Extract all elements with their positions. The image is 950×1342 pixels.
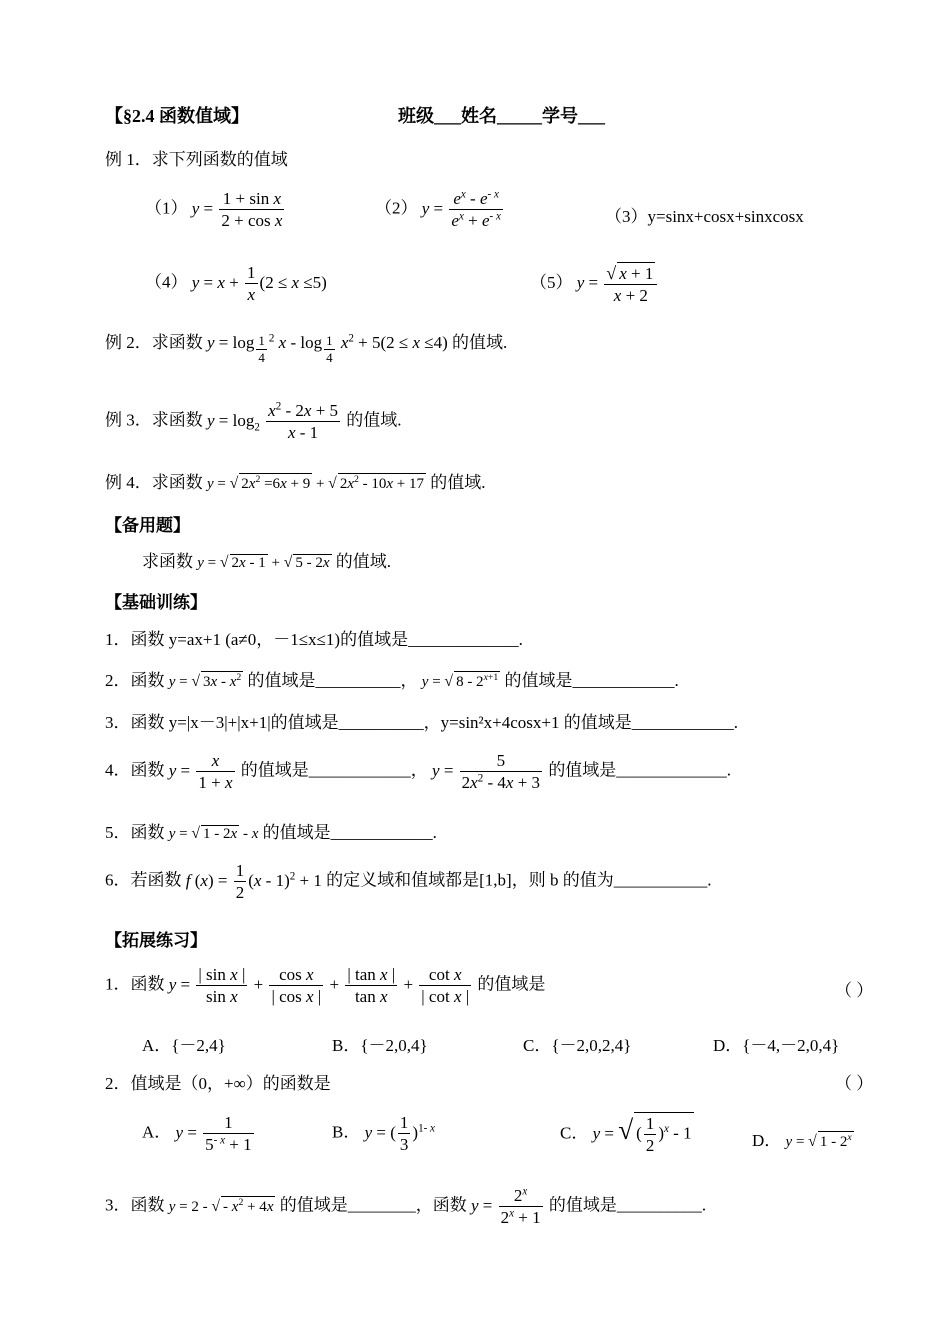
- page-title: 【§2.4 函数值域】: [105, 106, 249, 126]
- example-3-prefix: 例 3．求函数: [105, 410, 203, 430]
- ext-q2-option-a-label: A．: [142, 1122, 172, 1142]
- ext-q1-option-d: D．{－4,－2,0,4}: [713, 1036, 840, 1055]
- ex1-item-1: [145, 188, 286, 232]
- ext-q3: [105, 1185, 706, 1229]
- ext-q1-prefix: 1．函数: [105, 974, 165, 994]
- ext-q2: 2．值域是（0，+∞）的函数是: [105, 1074, 331, 1093]
- example-1-title: 例 1．求下列函数的值域: [105, 150, 288, 169]
- reserve-formula: y = √ 2x - 1 + √ 5 - 2x: [197, 554, 330, 571]
- basic-q2-formula-a: y = √ $3x - x^2$: [168, 672, 242, 690]
- reserve-suffix: 的值域.: [335, 552, 392, 571]
- ex1-item-2: [375, 188, 505, 232]
- ext-q2-option-d-formula: y = √ 1 - 2$^x$: [785, 1132, 852, 1150]
- ex1-formula-5: y = $\frac{√ x + 1}{x + 2}$: [577, 273, 660, 292]
- basic-q1: 1．函数 y=ax+1 (a≠0，－1≤x≤1)的值域是_____________.: [105, 630, 523, 649]
- ext-q2-option-c-label: C．: [560, 1123, 589, 1143]
- ex1-formula-4: y = x + $\frac{1}{x}$ (2 ≤ x ≤5): [191, 263, 327, 305]
- basic-q4-formula-b: y = $\frac{5}{2x^2 - 4x + 3}$: [432, 751, 541, 793]
- basic-q3: 3．函数 y=|x－3|+|x+1|的值域是__________，y=sin²x+4cosx+1 的值域是____________.: [105, 713, 738, 732]
- ext-q2-option-c: [560, 1112, 694, 1157]
- student-info-label: 班级___姓名_____学号___: [398, 106, 605, 126]
- basic-q6-prefix: 6．若函数: [105, 870, 182, 890]
- basic-q4-prefix: 4．函数: [105, 760, 165, 780]
- ex1-item-2-label: （2）: [375, 198, 418, 218]
- basic-q2: [105, 666, 679, 691]
- ext-q1-option-b: B．{－2,0,4}: [332, 1036, 428, 1055]
- basic-q6-formula: f (x) = $\frac{1}{2}$ (x - 1)$^2$ + 1: [185, 861, 322, 903]
- ext-q2-option-b-formula: y = ( $\frac{1}{3}$ )$^{1- x}$: [364, 1113, 435, 1155]
- ex1-formula-2: y = $\frac{e^x - e^{- x}}{e^x + e^{- x}}$: [421, 188, 501, 231]
- ext-q1-option-a: A．{－2,4}: [142, 1036, 226, 1055]
- ex3-formula: $y = \log_2$ $\frac{x^2 - 2x + 5}{x - 1}$: [207, 400, 339, 443]
- example-2: [105, 328, 507, 367]
- basic-q4-suffix: 的值域是_____________.: [548, 760, 732, 780]
- ex1-item-4: [145, 262, 327, 306]
- basic-q5-prefix: 5．函数: [105, 823, 165, 842]
- ext-q3-prefix: 3．函数: [105, 1195, 165, 1215]
- ext-q2-option-d-label: D．: [752, 1131, 782, 1150]
- ex2-formula: y = log $_{\frac{1}{4}}$ $^2$ x - log $_{\frac{1}{4}}$ $x^2 + 5(2 \le x \le 4)$: [207, 332, 448, 366]
- example-3: [105, 400, 402, 444]
- ex1-formula-1: y = $\frac{\text{1 + sin x}}{\text{2 + cos x}}$: [191, 189, 283, 231]
- reserve-problem: [142, 547, 391, 572]
- ext-q1: [105, 964, 545, 1008]
- reserve-prefix: 求函数: [142, 552, 193, 571]
- ext-q2-option-b: [332, 1112, 435, 1156]
- ext-q2-answer-paren: （ ）: [835, 1074, 874, 1093]
- example-4-prefix: 例 4．求函数: [105, 473, 203, 492]
- ext-q1-answer-paren: （ ）: [835, 981, 874, 1000]
- ext-q2-option-d: [752, 1126, 854, 1151]
- example-2-suffix: 的值域.: [452, 333, 508, 352]
- ext-q2-option-b-label: B．: [332, 1122, 361, 1142]
- basic-q2-middle: 的值域是__________，: [247, 671, 418, 690]
- basic-q5: [105, 818, 437, 843]
- basic-q4-formula-a: y = $\frac{x}{1 + x}$: [168, 751, 233, 793]
- reserve-heading: 【备用题】: [105, 516, 190, 535]
- ex1-item-5-label: （5）: [530, 273, 573, 293]
- basic-q5-suffix: 的值域是____________.: [262, 823, 437, 842]
- ext-heading: 【拓展练习】: [105, 931, 207, 950]
- ext-q1-option-c: C．{－2,0,2,4}: [523, 1036, 632, 1055]
- ext-q2-option-a: [142, 1112, 256, 1156]
- ext-q1-suffix: 的值域是: [477, 974, 546, 994]
- ex1-item-5: [530, 262, 659, 307]
- ext-q3-suffix: 的值域是__________.: [548, 1195, 707, 1215]
- example-4-suffix: 的值域.: [430, 473, 486, 492]
- basic-q6-suffix: 的定义域和值域都是[1,b]，则 b 的值为___________.: [326, 870, 712, 890]
- ext-q3-middle: 的值域是________，函数: [279, 1195, 467, 1215]
- ext-q3-formula-b: y = $\frac{2^x}{2^x + 1}$: [470, 1185, 541, 1228]
- ext-q2-option-c-formula: y = √ ( $\frac{1}{2}$ )$^x$ - 1: [592, 1114, 692, 1156]
- ext-q1-formula: y = $\frac{\text{| sin x |}}{\text{sin x}}$ + $\frac{\text{cos x}}{\text{| cos x |}}$ + $\frac{\text{| tan x |}}{\text{tan x}}$ + $\frac{\text{cot x}}{\text{| cot x |}}$: [168, 965, 470, 1007]
- example-4: [105, 468, 486, 493]
- basic-q2-prefix: 2．函数: [105, 671, 165, 690]
- basic-heading: 【基础训练】: [105, 593, 207, 612]
- basic-q4-middle: 的值域是____________，: [240, 760, 428, 780]
- basic-q4: [105, 750, 731, 794]
- ext-q3-formula-a: y = 2 - √ - $x^2 + 4x$: [168, 1196, 274, 1215]
- ex1-item-1-label: （1）: [145, 198, 188, 218]
- example-3-suffix: 的值域.: [346, 410, 402, 430]
- basic-q2-suffix: 的值域是____________.: [504, 671, 679, 690]
- basic-q2-formula-b: y = √ $8 - 2^{x+1}$: [421, 672, 499, 690]
- basic-q6: [105, 860, 711, 904]
- example-2-prefix: 例 2．求函数: [105, 333, 203, 352]
- ex1-item-3: （3）y=sinx+cosx+sinxcosx: [605, 207, 804, 226]
- ex4-formula: y = √ $2x^2 =6x + 9$ + √ $2x^2 - 10x + 17$: [207, 474, 425, 492]
- basic-q5-formula: y = √ 1 - 2x - x: [168, 825, 259, 842]
- ex1-item-4-label: （4）: [145, 272, 188, 292]
- ext-q2-option-a-formula: y = $\frac{1}{5^{- x} + 1}$: [175, 1113, 252, 1155]
